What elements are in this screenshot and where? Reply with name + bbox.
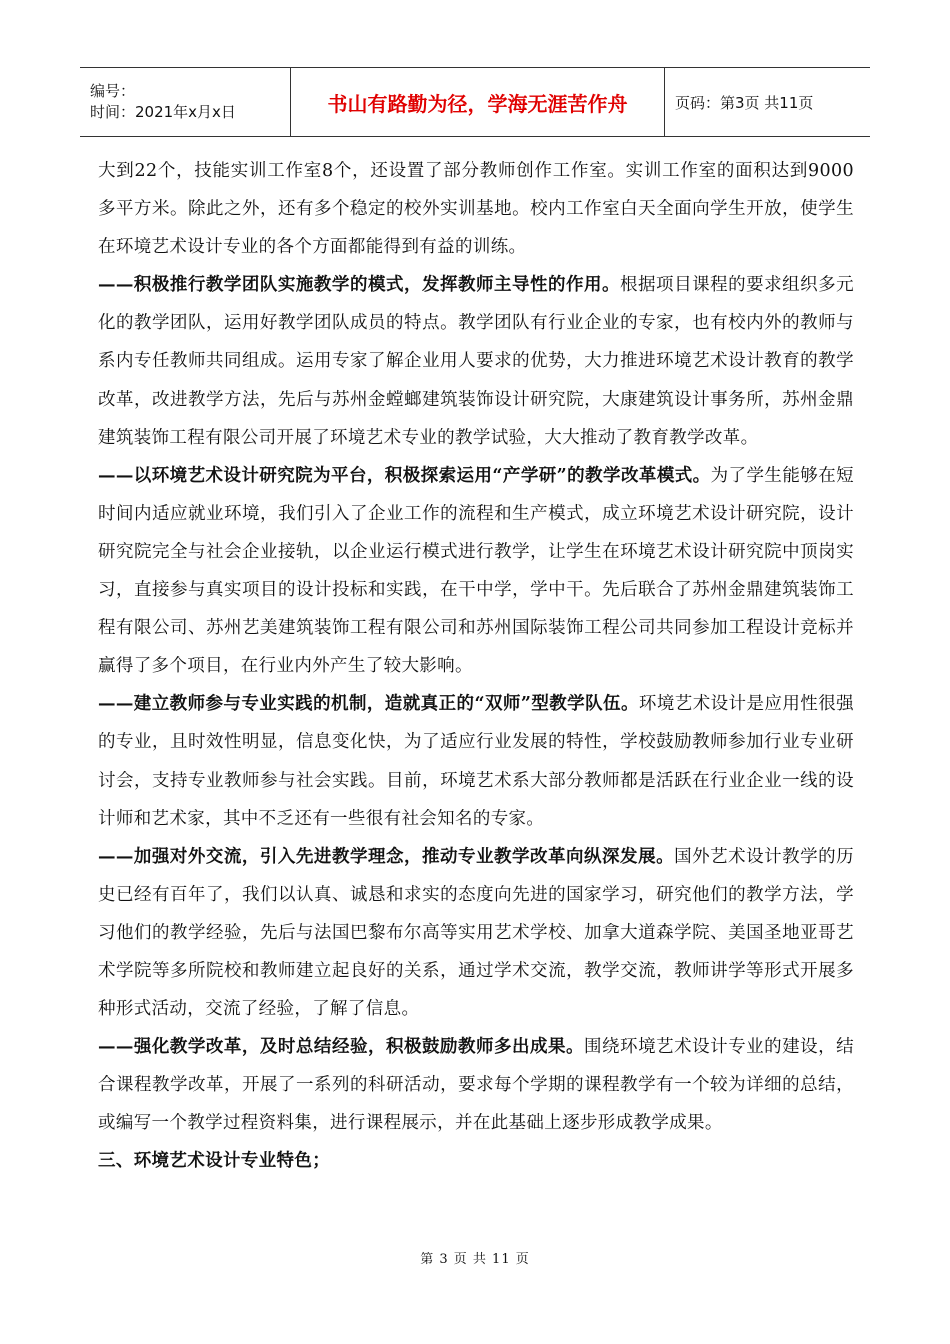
- paragraph-5-heading: ——加强对外交流，引入先进教学理念，推动专业教学改革向纵深发展。: [98, 846, 675, 867]
- header-meta-cell: [80, 68, 291, 137]
- paragraph-6-heading: ——强化教学改革，及时总结经验，积极鼓励教师多出成果。: [98, 1037, 585, 1058]
- document-header: [80, 67, 870, 137]
- header-page-info: 页码：第3页 共11页: [665, 68, 871, 137]
- paragraph-3: [98, 457, 854, 686]
- paragraph-2-text: 根据项目课程的要求组织多元化的教学团队，运用好教学团队成员的特点。教学团队有行业企业的专家，也有校内外的教师与系内专任教师共同组成。运用专家了解企业用人要求的优势，大力推进环境艺术设计教育的教学改革，改进教学方法，先后与苏州金螳螂建筑装饰设计研究院，大康建筑设计事务所，苏州金鼎建筑装饰工程有限公司开展了环境艺术专业的教学试验，大大推动了教育教学改革。: [98, 275, 854, 448]
- paragraph-3-heading: ——以环境艺术设计研究院为平台，积极探索运用“产学研”的教学改革模式。: [98, 465, 711, 486]
- page-footer: 第 3 页 共 11 页: [420, 1252, 530, 1267]
- paragraph-4: [98, 685, 854, 837]
- paragraph-6: [98, 1028, 854, 1142]
- paragraph-4-heading: ——建立教师参与专业实践的机制，造就真正的“双师”型教学队伍。: [98, 694, 639, 715]
- serial-number-label: 编号：: [90, 82, 136, 100]
- paragraph-5-text: 国外艺术设计教学的历史已经有百年了，我们以认真、诚恳和求实的态度向先进的国家学习，研究他们的教学方法，学习他们的教学经验，先后与法国巴黎布尔高等实用艺术学校、加拿大道森学院、美国圣地亚哥艺术学院等多所院校和教师建立起良好的关系，通过学术交流，教学交流，教师讲学等形式开展多种形式活动，交流了经验，了解了信息。: [98, 846, 854, 1020]
- date-label: 时间：2021年x月x日: [90, 103, 236, 121]
- paragraph-6-text: 围绕环境艺术设计专业的建设，结合课程教学改革，开展了一系列的科研活动，要求每个学期的课程教学有一个较为详细的总结，或编写一个教学过程资料集，进行课程展示，并在此基础上逐步形成教学成果。: [98, 1037, 854, 1134]
- header-motto: 书山有路勤为径，学海无涯苦作舟: [291, 68, 665, 137]
- section-title: 三、环境艺术设计专业特色；: [98, 1151, 331, 1172]
- paragraph-5: [98, 838, 854, 1028]
- paragraph-3-text: 为了学生能够在短时间内适应就业环境，我们引入了企业工作的流程和生产模式，成立环境艺术设计研究院，设计研究院完全与社会企业接轨，以企业运行模式进行教学，让学生在环境艺术设计研究院中顶岗实习，直接参与真实项目的设计投标和实践，在干中学，学中干。先后联合了苏州金鼎建筑装饰工程有限公司、苏州艺美建筑装饰工程有限公司和苏州国际装饰工程公司共同参加工程设计竞标并赢得了多个项目，在行业内外产生了较大影响。: [98, 465, 854, 677]
- paragraph-1: 大到22个，技能实训工作室8个，还设置了部分教师创作工作室。实训工作室的面积达到9000多平方米。除此之外，还有多个稳定的校外实训基地。校内工作室白天全面向学生开放，使学生在环境艺术设计专业的各个方面都能得到有益的训练。: [98, 161, 854, 258]
- paragraph-2-heading: ——积极推行教学团队实施教学的模式，发挥教师主导性的作用。: [98, 275, 621, 296]
- paragraph-2: [98, 266, 854, 456]
- paragraph-4-text: 环境艺术设计是应用性很强的专业，且时效性明显，信息变化快，为了适应行业发展的特性，学校鼓励教师参加行业专业研讨会，支持专业教师参与社会实践。目前，环境艺术系大部分教师都是活跃在行业企业一线的设计师和艺术家，其中不乏还有一些很有社会知名的专家。: [98, 694, 854, 829]
- document-body: [98, 152, 854, 1181]
